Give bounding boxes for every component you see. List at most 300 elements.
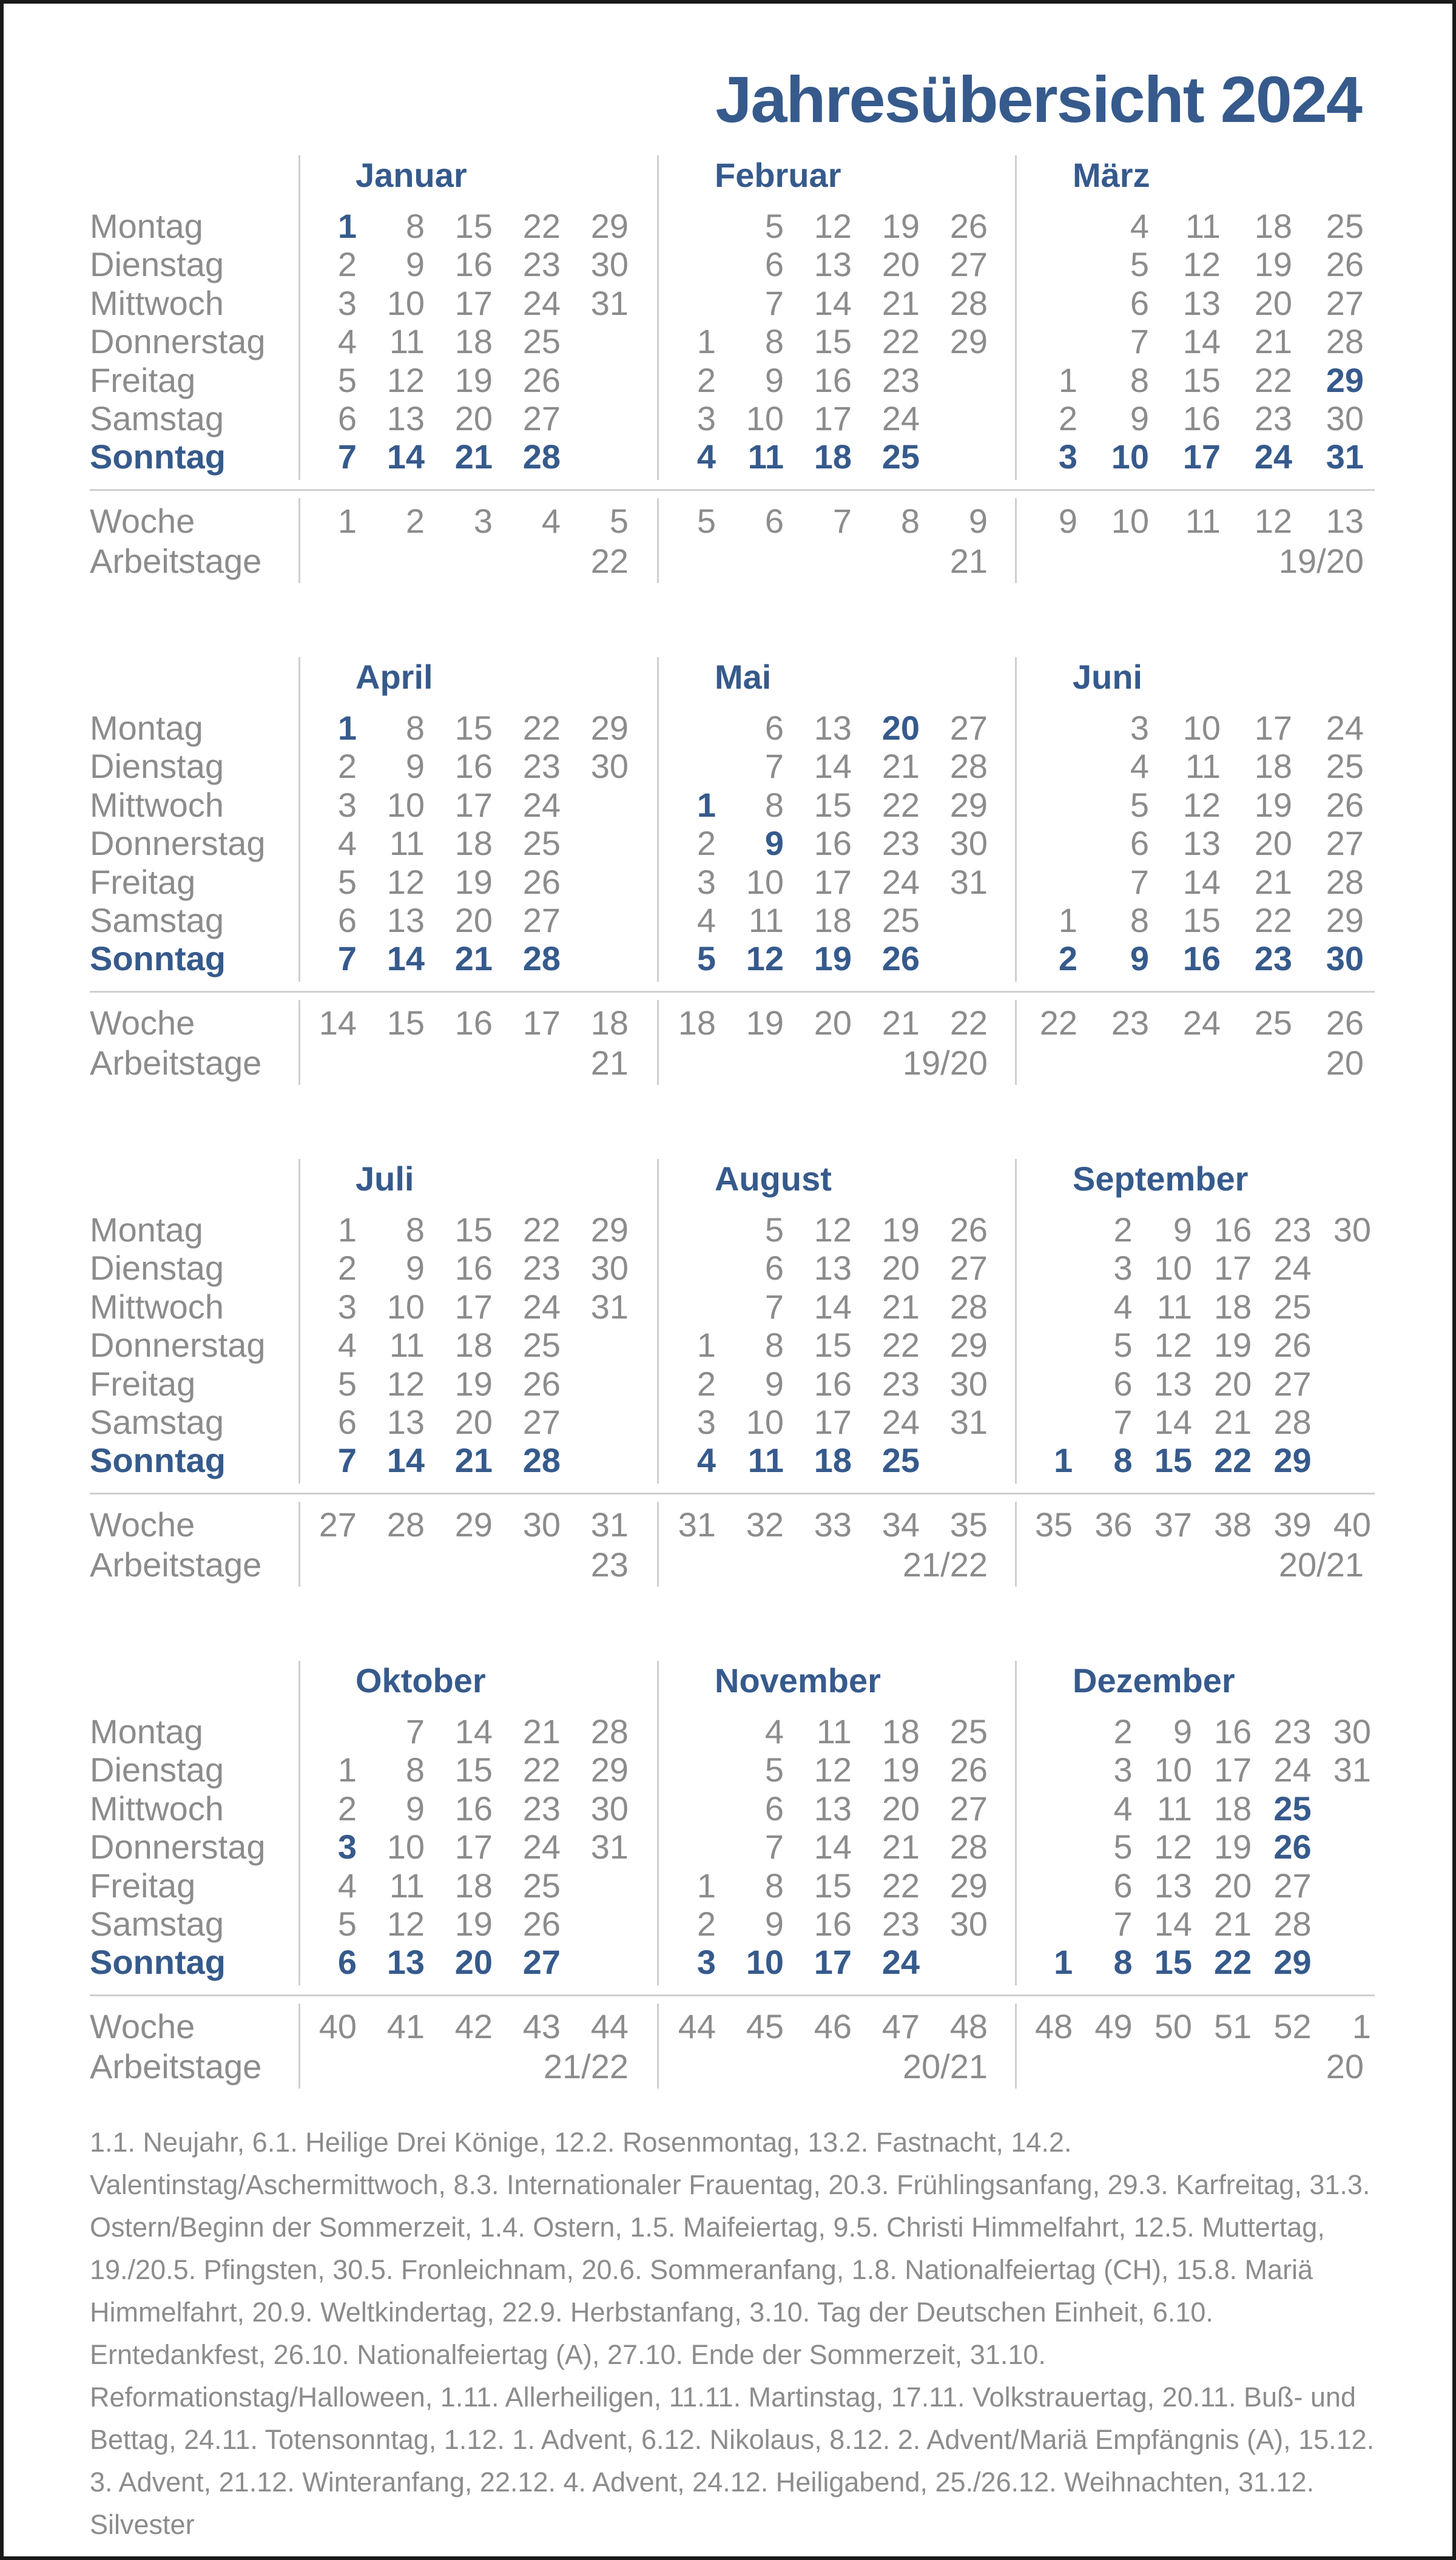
week-number: 23 bbox=[1111, 1004, 1149, 1042]
week-number: 48 bbox=[949, 2007, 988, 2045]
day-cell: 7 bbox=[1130, 862, 1149, 901]
day-cell: 8 bbox=[405, 709, 425, 747]
week-row bbox=[659, 709, 999, 747]
day-cell: 19 bbox=[814, 939, 852, 978]
day-cell: 11 bbox=[389, 824, 425, 863]
week-row bbox=[300, 1441, 639, 1479]
day-cell: 26 bbox=[522, 1364, 561, 1403]
week-row bbox=[1017, 709, 1375, 747]
day-cell: 3 bbox=[696, 862, 716, 901]
week-number: 21 bbox=[881, 1004, 920, 1042]
day-cell: 2 bbox=[696, 360, 716, 399]
month-days bbox=[300, 1211, 639, 1480]
week-number: 40 bbox=[318, 2007, 357, 2045]
day-cell: 28 bbox=[522, 939, 561, 978]
day-cell: 15 bbox=[454, 1751, 493, 1789]
day-cell: 13 bbox=[1154, 1364, 1192, 1403]
day-cell: 19 bbox=[454, 1364, 493, 1403]
week-row bbox=[659, 747, 999, 785]
day-cell: 25 bbox=[881, 437, 920, 476]
day-cell: 29 bbox=[949, 322, 988, 361]
day-cell: 11 bbox=[816, 1712, 852, 1751]
month-days bbox=[659, 207, 999, 476]
day-cell: 7 bbox=[764, 283, 784, 322]
week-row bbox=[1017, 863, 1375, 901]
week-number: 31 bbox=[678, 1505, 716, 1544]
day-cell: 22 bbox=[522, 207, 561, 245]
day-cell: 4 bbox=[764, 1712, 784, 1751]
week-number: 22 bbox=[1039, 1004, 1077, 1042]
day-cell: 5 bbox=[764, 207, 784, 245]
day-cell: 11 bbox=[747, 437, 784, 476]
workdays-count: 20/21 bbox=[1278, 1545, 1364, 1584]
day-cell: 15 bbox=[1154, 1441, 1192, 1480]
week-row bbox=[659, 1288, 999, 1326]
day-cell: 18 bbox=[1214, 1789, 1252, 1828]
day-cell: 7 bbox=[764, 747, 784, 786]
day-cell: 12 bbox=[1154, 1326, 1192, 1365]
day-cell: 17 bbox=[814, 1943, 852, 1982]
week-row bbox=[300, 322, 639, 360]
day-cell: 30 bbox=[1333, 1211, 1371, 1249]
week-number: 1 bbox=[1352, 2007, 1371, 2045]
day-cell: 12 bbox=[386, 862, 425, 901]
day-cell: 9 bbox=[405, 1249, 425, 1288]
day-cell: 10 bbox=[1182, 709, 1221, 747]
day-cell: 19 bbox=[1214, 1828, 1252, 1866]
weekday-label: Freitag bbox=[90, 1364, 196, 1403]
holiday-notes: 1.1. Neujahr, 6.1. Heilige Drei Könige, 12.2. Rosenmontag, 13.2. Fastnacht, 14.2. Valentinstag/Aschermittwoch, 8.3. Internationaler Frauentag, 20.3. Frühlingsanfang, 29.3. Karfreitag, 31.3. Ostern/Beginn der Sommerzeit, 1.4. Ostern, 1.5. Maifeiertag, 9.5. Christi Himmelfahrt, 12.5. Muttertag, 19./20.5. Pfingsten, 30.5. Fronleichnam, 20.6. Sommeranfang, 1.8. Nationalfeiertag (CH), 15.8. Mariä Himmelfahrt, 20.9. Weltkindertag, 22.9. Herbstanfang, 3.10. Tag der Deutschen Einheit, 6.10. Erntedankfest, 26.10. Nationalfeiertag (A), 27.10. Ende der Sommerzeit, 31.10. Reformationstag/Halloween, 1.11. Allerheiligen, 11.11. Martinstag, 17.11. Volkstrauertag, 20.11. Buß- und Bettag, 24.11. Totensonntag, 1.12. 1. Advent, 6.12. Nikolaus, 8.12. 2. Advent/Mariä Empfängnis (A), 15.12. 3. Advent, 21.12. Winteranfang, 22.12. 4. Advent, 24.12. Heiligabend, 25./26.12. Weihnachten, 31.12. Silvester bbox=[90, 2127, 1375, 2540]
week-row bbox=[300, 863, 639, 901]
day-cell: 18 bbox=[454, 824, 493, 863]
day-cell: 1 bbox=[696, 1866, 716, 1905]
week-row bbox=[1017, 1789, 1375, 1828]
week-number: 36 bbox=[1094, 1505, 1133, 1544]
day-cell: 24 bbox=[1273, 1751, 1312, 1789]
week-row bbox=[659, 245, 999, 283]
day-cell: 24 bbox=[522, 283, 561, 322]
day-cell: 5 bbox=[1130, 245, 1149, 284]
day-cell: 1 bbox=[337, 1751, 357, 1789]
week-row bbox=[1017, 361, 1375, 399]
week-number: 24 bbox=[1182, 1004, 1221, 1042]
day-cell: 15 bbox=[814, 1866, 852, 1905]
day-cell: 20 bbox=[881, 1249, 920, 1288]
day-cell: 15 bbox=[454, 1211, 493, 1249]
day-cell: 12 bbox=[1182, 245, 1221, 284]
day-cell: 5 bbox=[337, 1364, 357, 1403]
week-row bbox=[300, 1828, 639, 1866]
week-row bbox=[659, 786, 999, 824]
day-cell: 21 bbox=[1214, 1904, 1252, 1943]
month-name: Juni bbox=[1073, 658, 1143, 696]
weekday-label: Sonntag bbox=[90, 437, 226, 476]
week-number: 11 bbox=[1185, 502, 1221, 540]
day-cell: 7 bbox=[1113, 1402, 1133, 1441]
day-cell: 18 bbox=[454, 1866, 493, 1905]
day-cell: 11 bbox=[747, 1441, 784, 1480]
day-cell: 7 bbox=[405, 1712, 425, 1751]
day-cell: 2 bbox=[1113, 1712, 1133, 1751]
day-cell: 25 bbox=[1273, 1287, 1312, 1326]
day-cell: 21 bbox=[1254, 322, 1292, 361]
day-cell: 1 bbox=[696, 322, 716, 361]
workdays-label: Arbeitstage bbox=[90, 542, 262, 580]
day-cell: 2 bbox=[1113, 1211, 1133, 1249]
day-cell: 6 bbox=[764, 1249, 784, 1288]
day-cell: 27 bbox=[1326, 824, 1364, 863]
day-cell: 18 bbox=[454, 322, 493, 361]
day-cell: 30 bbox=[1326, 939, 1364, 978]
day-cell: 18 bbox=[454, 1326, 493, 1365]
day-cell: 8 bbox=[405, 1751, 425, 1789]
day-cell: 30 bbox=[949, 824, 988, 863]
day-cell: 6 bbox=[337, 900, 357, 939]
month-name: Januar bbox=[356, 156, 467, 194]
weekday-label: Dienstag bbox=[90, 1249, 224, 1288]
week-number: 45 bbox=[746, 2007, 784, 2045]
day-cell: 17 bbox=[814, 399, 852, 437]
day-cell: 7 bbox=[337, 939, 357, 978]
day-cell: 29 bbox=[590, 709, 629, 747]
day-cell: 24 bbox=[881, 399, 920, 437]
day-cell: 26 bbox=[1273, 1326, 1312, 1365]
week-number: 29 bbox=[454, 1505, 493, 1544]
day-cell: 6 bbox=[764, 709, 784, 747]
day-cell: 28 bbox=[1273, 1904, 1312, 1943]
weekday-label: Donnerstag bbox=[90, 1828, 266, 1866]
day-cell: 23 bbox=[881, 1904, 920, 1943]
weekday-label: Donnerstag bbox=[90, 1326, 266, 1365]
day-cell: 27 bbox=[522, 1943, 561, 1982]
week-numbers bbox=[300, 1505, 639, 1545]
day-cell: 13 bbox=[814, 1249, 852, 1288]
day-cell: 3 bbox=[696, 399, 716, 437]
day-cell: 24 bbox=[881, 862, 920, 901]
workdays-count: 21/22 bbox=[902, 1545, 988, 1584]
quarter-block bbox=[4, 657, 1456, 1143]
week-row bbox=[1017, 747, 1375, 785]
week-row bbox=[659, 399, 999, 437]
day-cell: 18 bbox=[814, 437, 852, 476]
day-cell: 2 bbox=[696, 1904, 716, 1943]
day-cell: 27 bbox=[522, 900, 561, 939]
day-cell: 4 bbox=[696, 900, 716, 939]
month-days bbox=[1017, 207, 1375, 476]
day-cell: 9 bbox=[764, 1904, 784, 1943]
day-cell: 29 bbox=[590, 1751, 629, 1789]
week-row bbox=[1017, 1751, 1375, 1789]
month-name: September bbox=[1073, 1160, 1249, 1198]
day-cell: 6 bbox=[1130, 283, 1149, 322]
workdays-label: Arbeitstage bbox=[90, 1545, 262, 1584]
day-cell: 22 bbox=[1214, 1441, 1252, 1480]
month-name: Oktober bbox=[356, 1661, 486, 1700]
day-cell: 20 bbox=[1254, 824, 1292, 863]
week-row bbox=[300, 1326, 639, 1364]
week-number: 14 bbox=[318, 1004, 357, 1042]
week-number: 50 bbox=[1154, 2007, 1192, 2045]
day-cell: 17 bbox=[1214, 1751, 1252, 1789]
week-row bbox=[1017, 1943, 1375, 1981]
day-cell: 22 bbox=[522, 709, 561, 747]
weekday-label: Sonntag bbox=[90, 1943, 226, 1982]
week-row bbox=[659, 1789, 999, 1828]
day-cell: 22 bbox=[881, 1866, 920, 1905]
month-days bbox=[659, 1211, 999, 1480]
day-cell: 20 bbox=[454, 1943, 493, 1982]
day-cell: 11 bbox=[389, 1866, 425, 1905]
day-cell: 3 bbox=[1113, 1249, 1133, 1288]
workdays-count: 21 bbox=[949, 542, 988, 580]
day-cell: 6 bbox=[337, 1943, 357, 1982]
workdays-count: 20 bbox=[1326, 2047, 1364, 2085]
day-cell: 31 bbox=[949, 862, 988, 901]
weekday-label: Mittwoch bbox=[90, 1789, 224, 1828]
week-row bbox=[1017, 1211, 1375, 1249]
week-row bbox=[300, 437, 639, 476]
workdays-count: 20 bbox=[1326, 1044, 1364, 1082]
day-cell: 30 bbox=[590, 245, 629, 284]
day-cell: 21 bbox=[881, 1828, 920, 1866]
day-cell: 2 bbox=[1058, 939, 1077, 978]
month-days bbox=[300, 207, 639, 476]
week-number: 41 bbox=[386, 2007, 425, 2045]
day-cell: 10 bbox=[1154, 1751, 1192, 1789]
weekday-label: Mittwoch bbox=[90, 1287, 224, 1326]
day-cell: 24 bbox=[522, 785, 561, 824]
week-row bbox=[1017, 1288, 1375, 1326]
week-number: 10 bbox=[1111, 502, 1149, 540]
weekday-labels bbox=[90, 1211, 266, 1480]
week-row bbox=[659, 1751, 999, 1789]
week-row bbox=[300, 824, 639, 862]
day-cell: 28 bbox=[590, 1712, 629, 1751]
day-cell: 22 bbox=[522, 1751, 561, 1789]
week-row bbox=[300, 1712, 639, 1751]
week-number: 4 bbox=[541, 502, 561, 540]
day-cell: 20 bbox=[881, 1789, 920, 1828]
week-row bbox=[659, 1866, 999, 1905]
day-cell: 26 bbox=[881, 939, 920, 978]
day-cell: 3 bbox=[337, 283, 357, 322]
day-cell: 15 bbox=[454, 709, 493, 747]
day-cell: 17 bbox=[1254, 709, 1292, 747]
day-cell: 26 bbox=[949, 1211, 988, 1249]
day-cell: 12 bbox=[386, 360, 425, 399]
day-cell: 6 bbox=[764, 1789, 784, 1828]
day-cell: 14 bbox=[814, 1828, 852, 1866]
weekday-label: Mittwoch bbox=[90, 283, 224, 322]
day-cell: 19 bbox=[881, 1211, 920, 1249]
weekday-label: Montag bbox=[90, 709, 203, 747]
weekday-labels bbox=[90, 207, 266, 476]
day-cell: 17 bbox=[1182, 437, 1221, 476]
week-row bbox=[300, 245, 639, 283]
week-number: 46 bbox=[814, 2007, 852, 2045]
week-row bbox=[300, 709, 639, 747]
day-cell: 26 bbox=[949, 1751, 988, 1789]
day-cell: 7 bbox=[764, 1828, 784, 1866]
week-number: 3 bbox=[473, 502, 493, 540]
week-row bbox=[659, 284, 999, 322]
day-cell: 28 bbox=[522, 437, 561, 476]
day-cell: 26 bbox=[949, 207, 988, 245]
day-cell: 19 bbox=[1214, 1326, 1252, 1365]
week-row bbox=[659, 1403, 999, 1441]
week-row bbox=[300, 284, 639, 322]
day-cell: 2 bbox=[696, 1364, 716, 1403]
day-cell: 22 bbox=[1254, 360, 1292, 399]
day-cell: 29 bbox=[1326, 900, 1364, 939]
day-cell: 4 bbox=[1130, 207, 1149, 245]
day-cell: 26 bbox=[522, 360, 561, 399]
week-number: 5 bbox=[696, 502, 716, 540]
day-cell: 9 bbox=[405, 245, 425, 284]
day-cell: 1 bbox=[1058, 360, 1077, 399]
week-number: 16 bbox=[454, 1004, 493, 1042]
week-label: Woche bbox=[90, 2007, 195, 2045]
day-cell: 30 bbox=[949, 1904, 988, 1943]
week-numbers bbox=[659, 1003, 999, 1043]
day-cell: 13 bbox=[386, 900, 425, 939]
week-number: 43 bbox=[522, 2007, 561, 2045]
day-cell: 10 bbox=[386, 283, 425, 322]
day-cell: 21 bbox=[454, 939, 493, 978]
week-row bbox=[300, 1943, 639, 1981]
day-cell: 12 bbox=[386, 1364, 425, 1403]
day-cell: 26 bbox=[1326, 245, 1364, 284]
week-row bbox=[1017, 1365, 1375, 1403]
day-cell: 30 bbox=[590, 1249, 629, 1288]
day-cell: 20 bbox=[881, 245, 920, 284]
week-row bbox=[300, 901, 639, 939]
week-number: 15 bbox=[386, 1004, 425, 1042]
day-cell: 19 bbox=[454, 862, 493, 901]
day-cell: 13 bbox=[386, 1943, 425, 1982]
day-cell: 7 bbox=[1130, 322, 1149, 361]
day-cell: 26 bbox=[1273, 1828, 1312, 1866]
workdays-count: 22 bbox=[590, 542, 629, 580]
week-number: 39 bbox=[1273, 1505, 1312, 1544]
day-cell: 7 bbox=[764, 1287, 784, 1326]
day-cell: 3 bbox=[1130, 709, 1149, 747]
day-cell: 18 bbox=[1254, 747, 1292, 786]
day-cell: 22 bbox=[881, 785, 920, 824]
day-cell: 17 bbox=[454, 785, 493, 824]
day-cell: 10 bbox=[746, 862, 784, 901]
day-cell: 8 bbox=[1130, 360, 1149, 399]
weekday-label: Montag bbox=[90, 1712, 203, 1751]
day-cell: 12 bbox=[1154, 1828, 1192, 1866]
weekday-labels bbox=[90, 709, 266, 978]
week-label: Woche bbox=[90, 1505, 195, 1544]
day-cell: 21 bbox=[522, 1712, 561, 1751]
day-cell: 17 bbox=[814, 862, 852, 901]
month-days bbox=[300, 709, 639, 978]
weekday-label: Dienstag bbox=[90, 747, 224, 786]
day-cell: 27 bbox=[949, 709, 988, 747]
day-cell: 2 bbox=[696, 824, 716, 863]
day-cell: 22 bbox=[1254, 900, 1292, 939]
weekday-label: Donnerstag bbox=[90, 322, 266, 361]
day-cell: 1 bbox=[337, 1211, 357, 1249]
day-cell: 6 bbox=[1113, 1866, 1133, 1905]
day-cell: 10 bbox=[386, 1287, 425, 1326]
day-cell: 4 bbox=[337, 824, 357, 863]
day-cell: 24 bbox=[522, 1287, 561, 1326]
day-cell: 27 bbox=[949, 1249, 988, 1288]
day-cell: 5 bbox=[1113, 1828, 1133, 1866]
weekday-label: Dienstag bbox=[90, 1751, 224, 1789]
day-cell: 3 bbox=[1058, 437, 1077, 476]
day-cell: 12 bbox=[746, 939, 784, 978]
day-cell: 25 bbox=[949, 1712, 988, 1751]
day-cell: 28 bbox=[949, 1828, 988, 1866]
day-cell: 19 bbox=[881, 1751, 920, 1789]
day-cell: 4 bbox=[337, 1326, 357, 1365]
day-cell: 1 bbox=[1058, 900, 1077, 939]
day-cell: 4 bbox=[337, 1866, 357, 1905]
week-number: 33 bbox=[814, 1505, 852, 1544]
day-cell: 7 bbox=[1113, 1904, 1133, 1943]
day-cell: 11 bbox=[1185, 207, 1221, 245]
day-cell: 23 bbox=[1273, 1712, 1312, 1751]
day-cell: 24 bbox=[1326, 709, 1364, 747]
day-cell: 27 bbox=[1273, 1866, 1312, 1905]
day-cell: 14 bbox=[814, 1287, 852, 1326]
day-cell: 13 bbox=[386, 399, 425, 437]
day-cell: 20 bbox=[454, 900, 493, 939]
day-cell: 21 bbox=[881, 747, 920, 786]
day-cell: 12 bbox=[814, 1211, 852, 1249]
week-row bbox=[659, 863, 999, 901]
day-cell: 27 bbox=[522, 399, 561, 437]
week-row bbox=[1017, 1441, 1375, 1479]
day-cell: 25 bbox=[1326, 747, 1364, 786]
day-cell: 30 bbox=[1326, 399, 1364, 437]
day-cell: 23 bbox=[522, 245, 561, 284]
day-cell: 27 bbox=[949, 1789, 988, 1828]
week-number: 6 bbox=[764, 502, 784, 540]
day-cell: 16 bbox=[1214, 1211, 1252, 1249]
week-row bbox=[659, 1326, 999, 1364]
day-cell: 9 bbox=[764, 1364, 784, 1403]
week-row bbox=[659, 901, 999, 939]
week-row bbox=[659, 207, 999, 245]
weekday-label: Freitag bbox=[90, 1866, 196, 1905]
day-cell: 19 bbox=[881, 207, 920, 245]
day-cell: 5 bbox=[696, 939, 716, 978]
week-number: 40 bbox=[1333, 1505, 1371, 1544]
week-numbers bbox=[1017, 2007, 1375, 2047]
week-row bbox=[659, 1441, 999, 1479]
day-cell: 3 bbox=[337, 1287, 357, 1326]
week-number: 26 bbox=[1326, 1004, 1364, 1042]
day-cell: 14 bbox=[386, 939, 425, 978]
week-row bbox=[300, 1249, 639, 1287]
day-cell: 6 bbox=[764, 245, 784, 284]
weekday-label: Donnerstag bbox=[90, 824, 266, 863]
week-numbers bbox=[1017, 1003, 1375, 1043]
week-row bbox=[300, 1365, 639, 1403]
week-row bbox=[1017, 824, 1375, 862]
week-row bbox=[300, 361, 639, 399]
day-cell: 30 bbox=[590, 747, 629, 786]
day-cell: 8 bbox=[764, 1326, 784, 1365]
day-cell: 29 bbox=[1273, 1441, 1312, 1480]
day-cell: 11 bbox=[1185, 747, 1221, 786]
